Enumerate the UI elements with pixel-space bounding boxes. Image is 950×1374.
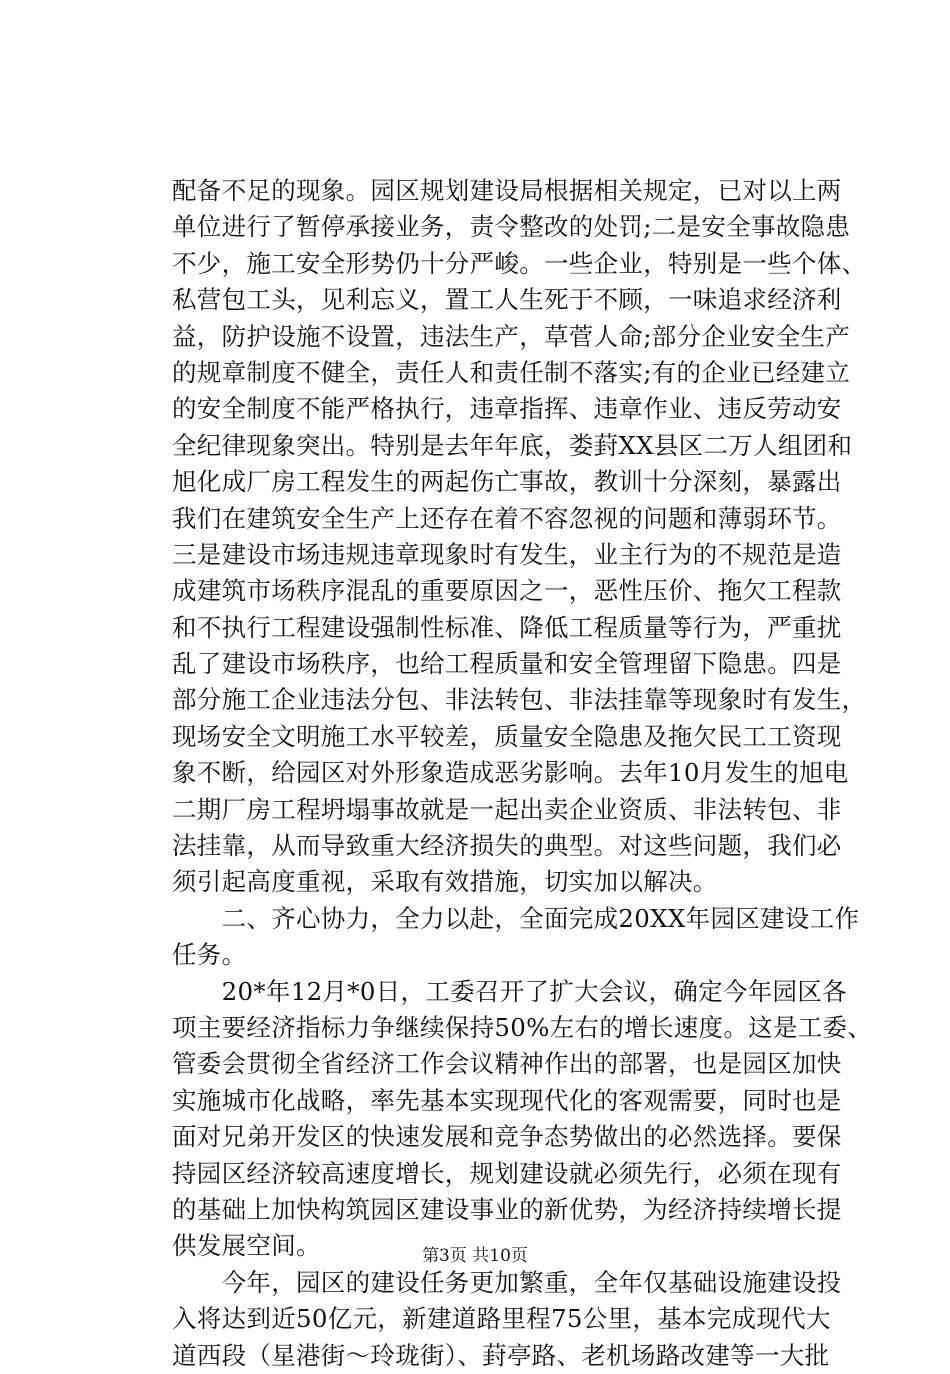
text-line: 持园区经济较高速度增长，规划建设就必须先行，必须在现有 (172, 1158, 842, 1188)
text-line: 乱了建设市场秩序，也给工程质量和安全管理留下隐患。四是 (172, 649, 842, 679)
text-line: 二期厂房工程坍塌事故就是一起出卖企业资质、非法转包、非 (172, 794, 842, 824)
document-body (172, 173, 873, 1374)
text-line: 单位进行了暂停承接业务，责令整改的处罚;二是安全事故隐患 (172, 212, 851, 242)
section-heading-line: 二、齐心协力，全力以赴，全面完成20XX年园区建设工作 (172, 903, 860, 933)
text-line: 和不执行工程建设强制性标准、降低工程质量等行为，严重扰 (172, 612, 842, 642)
text-line: 象不断，给园区对外形象造成恶劣影响。去年10月发生的旭电 (172, 758, 849, 788)
text-line: 现场安全文明施工水平较差，质量安全隐患及拖欠民工工资现 (172, 721, 842, 751)
text-line: 三是建设市场违规违章现象时有发生，业主行为的不规范是造 (172, 539, 842, 569)
text-line: 成建筑市场秩序混乱的重要原因之一，恶性压价、拖欠工程款 (172, 576, 842, 606)
text-line: 的安全制度不能严格执行，违章指挥、违章作业、违反劳动安 (172, 394, 842, 424)
text-line: 面对兄弟开发区的快速发展和竞争态势做出的必然选择。要保 (172, 1122, 842, 1152)
text-line: 我们在建筑安全生产上还存在着不容忽视的问题和薄弱环节。 (172, 503, 842, 533)
text-line: 私营包工头，见利忘义，置工人生死于不顾，一味追求经济利 (172, 285, 842, 315)
section-heading-line: 任务。 (172, 940, 247, 970)
text-line: 今年，园区的建设任务更加繁重，全年仅基础设施建设投 (172, 1267, 842, 1297)
text-line: 实施城市化战略，率先基本实现现代化的客观需要，同时也是 (172, 1085, 842, 1115)
text-line: 道西段（星港街～玲珑街）、葑亭路、老机场路改建等一大批 (172, 1340, 830, 1370)
text-line: 项主要经济指标力争继续保持50%左右的增长速度。这是工委、 (172, 1012, 873, 1042)
text-line: 20*年12月*0日，工委召开了扩大会议，确定今年园区各 (172, 976, 847, 1006)
text-line: 旭化成厂房工程发生的两起伤亡事故，教训十分深刻，暴露出 (172, 467, 842, 497)
text-line: 益，防护设施不设置，违法生产，草菅人命;部分企业安全生产 (172, 321, 851, 351)
text-line: 入将达到近50亿元，新建道路里程75公里，基本完成现代大 (172, 1304, 831, 1334)
page-number-footer: 第3页 共10页 (422, 1246, 528, 1266)
text-line: 不少，施工安全形势仍十分严峻。一些企业，特别是一些个体、 (172, 248, 867, 278)
text-line: 部分施工企业违法分包、非法转包、非法挂靠等现象时有发生， (172, 685, 867, 715)
text-line: 的基础上加快构筑园区建设事业的新优势，为经济持续增长提 (172, 1194, 842, 1224)
text-line: 供发展空间。 (172, 1231, 321, 1261)
text-line: 法挂靠，从而导致重大经济损失的典型。对这些问题，我们必 (172, 831, 842, 861)
text-line: 须引起高度重视，采取有效措施，切实加以解决。 (172, 867, 718, 897)
text-line: 管委会贯彻全省经济工作会议精神作出的部署，也是园区加快 (172, 1049, 842, 1079)
text-line: 全纪律现象突出。特别是去年年底，娄葑XX县区二万人组团和 (172, 430, 853, 460)
text-line: 的规章制度不健全，责任人和责任制不落实;有的企业已经建立 (172, 357, 851, 387)
text-line: 配备不足的现象。园区规划建设局根据相关规定，已对以上两 (172, 176, 842, 205)
